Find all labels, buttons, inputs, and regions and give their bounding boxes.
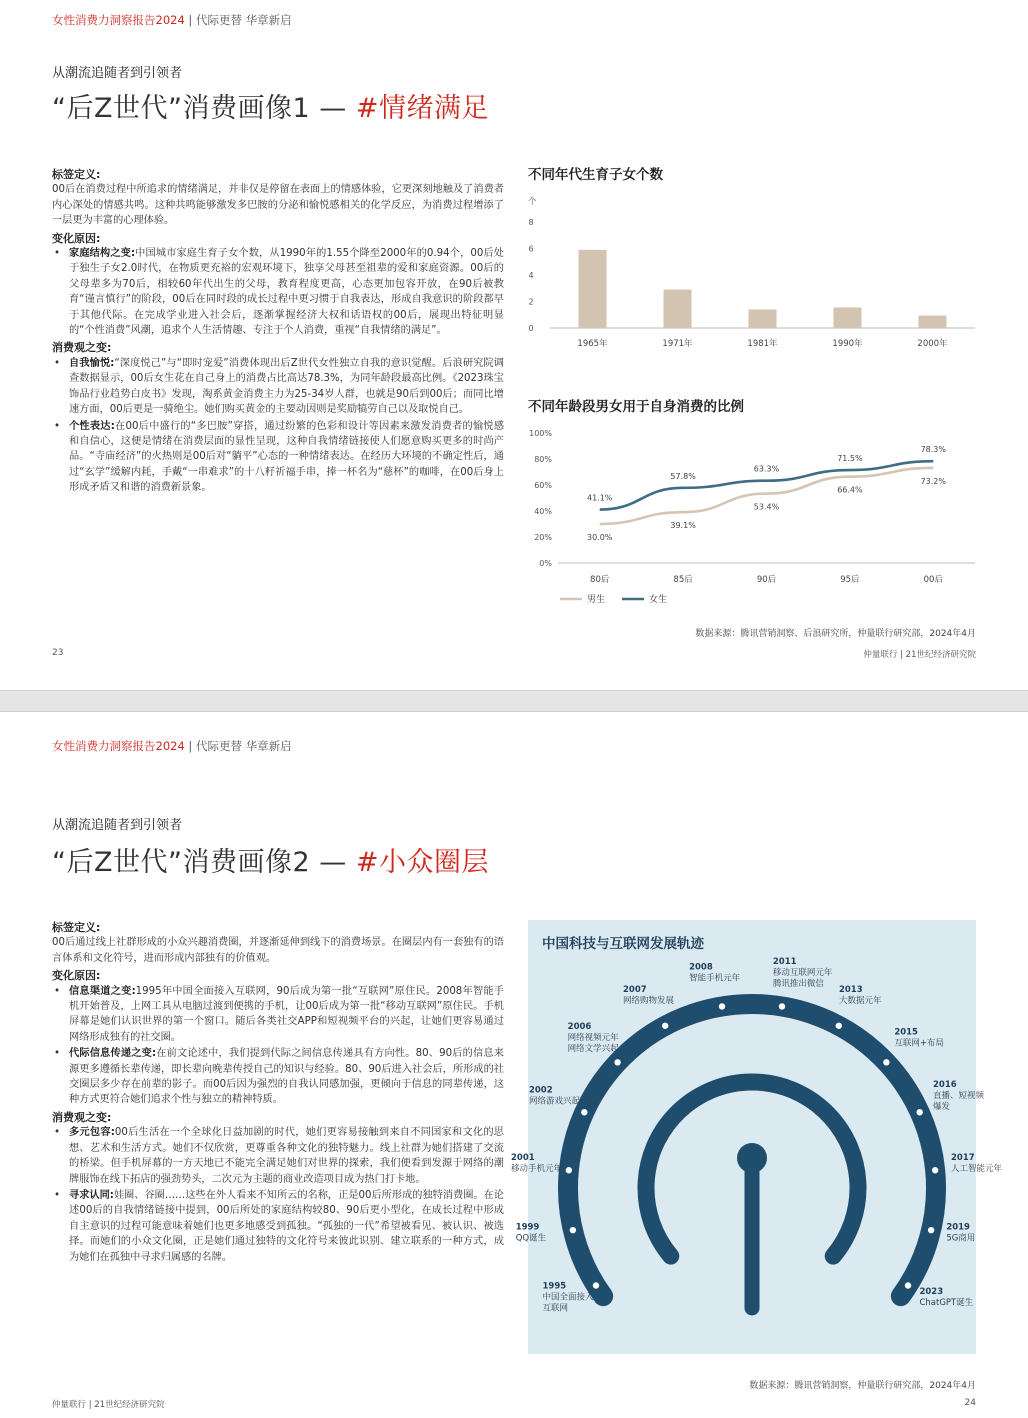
page-title-tag: #情绪满足 <box>355 93 489 124</box>
data-label: 66.4% <box>837 485 863 495</box>
timeline-event-label: 腾讯推出微信 <box>772 978 824 989</box>
x-tick-label: 1981年 <box>747 339 778 349</box>
values-list <box>52 1125 504 1265</box>
list-item-text: 中国城市家庭生育子女个数，从1990年的1.55个降至2000年的0.94个，00后处于独生子女2.0时代，在物质更充裕的宏观环境下，独享父母甚至祖辈的爱和家庭资源。00后的父母辈多为70后，相较60年代出生的父母，教育程度更高，心态更加包容开放，在90后被教育“谨言慎行”的阶段，00后在同时段的成长过程中更习惯于自我表达，形成自我意识的阶段都早于其他代际。在完成学业进入社会后，逐渐掌握经济大权和话语权的00后，展现出特征明显的“个性消费”风潮，追求个人生活情趣、专注于个人消费，重视“自我情绪的满足”。 <box>69 248 504 337</box>
timeline-event-label: 移动互联网元年 <box>772 967 833 978</box>
reasons-heading: 变化原因: <box>52 231 101 245</box>
report-header <box>52 12 292 28</box>
data-label: 53.4% <box>753 502 780 512</box>
timeline-year: 2007 <box>623 984 647 995</box>
line-chart <box>520 420 980 615</box>
data-source: 数据来源：腾讯营销洞察，仲量联行研究部，2024年4月 <box>749 1381 976 1391</box>
timeline-year: 2006 <box>567 1021 592 1032</box>
timeline-node <box>905 1282 911 1288</box>
x-tick-label: 85后 <box>673 575 693 585</box>
timeline-event-label: 互联网+布局 <box>894 1038 944 1049</box>
timeline-event-label: 网络购物发展 <box>623 995 675 1006</box>
page-title <box>52 86 489 125</box>
timeline-title: 中国科技与互联网发展轨迹 <box>542 936 704 952</box>
x-tick-label: 1971年 <box>662 339 693 349</box>
text-column <box>52 918 504 1266</box>
report-title: 女性消费力洞察报告2024 <box>52 13 185 27</box>
definition-text: 00后通过线上社群形成的小众兴趣消费圈，并逐渐延伸到线下的消费场景。在圈层内有一套独有的语言体系和文化符号，进而形成内部独有的价值观。 <box>52 937 504 964</box>
list-item <box>52 1125 504 1187</box>
y-tick-label: 20% <box>534 533 552 542</box>
y-tick-label: 6 <box>528 244 534 254</box>
y-tick-label: 60% <box>534 481 552 490</box>
timeline-event-label: 智能手机元年 <box>689 973 741 984</box>
y-tick-label: 2 <box>528 297 534 307</box>
timeline-node <box>570 1227 576 1233</box>
bar-chart-title: 不同年代生育子女个数 <box>528 167 663 183</box>
report-subtitle: 代际更替 华章新启 <box>195 739 292 753</box>
x-tick-label: 1990年 <box>832 339 863 349</box>
legend-label-male: 男生 <box>587 595 606 605</box>
timeline-event-label: 网络游戏兴起 <box>528 1096 580 1107</box>
list-item-text: 在前文论述中，我们提到代际之间信息传递具有方向性。80、90后的信息来源更多遵循长辈传递，即长辈向晚辈传授自己的知识与经验。80、90后进入社会后，所形成的社交圈层多少存在前辈的影子。而00后因为强烈的自我认同感加强，更倾向于信息的同辈传递，这种方式更符合她们追求个性与独立的精神特质。 <box>69 1048 504 1106</box>
timeline-node <box>916 1109 922 1115</box>
page-gap <box>0 690 1028 712</box>
timeline-event-label: 5G商用 <box>946 1233 976 1244</box>
timeline-year: 2001 <box>510 1152 535 1163</box>
page-title <box>52 840 489 879</box>
data-label: 73.2% <box>920 476 947 486</box>
list-item-text: 娃圈、谷圈……这些在外人看来不知所云的名称，正是00后所形成的独特消费圈。在论述00后的自我情绪链接中提到，00后所处的家庭结构较80、90后更小型化，在成长过程中形成自主意识的过程可能意味着她们也更多地感受到孤独。“孤独的一代”希望被看见、被认识、被选择。而她们的小众文化圈，正是她们通过独特的文化符号来彼此识别、建立联系的一种方式，成为她们在孤独中寻求归属感的名牌。 <box>69 1189 504 1263</box>
timeline-event-label: QQ诞生 <box>515 1233 547 1244</box>
data-label: 78.3% <box>920 445 947 455</box>
bar-chart <box>520 190 980 360</box>
bar <box>579 250 607 328</box>
timeline-event-label: 移动手机元年 <box>510 1163 563 1174</box>
list-item <box>52 1046 504 1108</box>
data-label: 41.1% <box>586 493 613 503</box>
text-column <box>52 165 504 497</box>
timeline-node <box>581 1109 587 1115</box>
page-title-tag: #小众圈层 <box>355 847 489 878</box>
timeline-node <box>779 1003 785 1009</box>
x-tick-label: 95后 <box>840 575 860 585</box>
report-subtitle: 代际更替 华章新启 <box>195 13 292 27</box>
y-tick-label: 0 <box>528 324 534 333</box>
y-tick-label: 0% <box>539 559 552 568</box>
report-header <box>52 738 292 754</box>
timeline-year: 1999 <box>515 1222 540 1233</box>
timeline-year: 2013 <box>838 984 863 995</box>
x-tick-label: 1965年 <box>577 339 608 349</box>
timeline-year: 2016 <box>933 1079 957 1090</box>
timeline-node <box>593 1282 599 1288</box>
timeline-node <box>614 1059 620 1065</box>
list-item-label: 信息渠道之变: <box>69 985 136 997</box>
list-item-text: “深度悦己”与“即时宠爱”消费体现出后Z世代女性独立自我的意识觉醒。后浪研究院调查数据显示，00后女生花在自己身上的消费占比高达78.3%，为同年龄段最高比例。《2023珠宝饰品行业趋势白皮书》发现，淘系黄金消费主力为25-34岁人群，也就是90后到00后；而同比增速方面，00后更是一骑绝尘。她们购买黄金的主要动因则是奖励犒劳自己以及取悦自己。 <box>69 357 504 416</box>
data-label: 30.0% <box>586 533 613 542</box>
bar <box>749 309 777 328</box>
reasons-list <box>52 984 504 1108</box>
timeline-event-label: 爆发 <box>933 1101 951 1112</box>
reasons-heading: 变化原因: <box>52 969 101 983</box>
list-item-label: 家庭结构之变: <box>69 248 136 260</box>
data-label: 71.5% <box>837 454 863 464</box>
page-title-main: “后Z世代”消费画像1 — <box>52 93 356 124</box>
y-tick-label: 8 <box>528 218 534 227</box>
x-tick-label: 90后 <box>756 575 777 585</box>
timeline-event-label: 网络文学兴起 <box>567 1043 619 1054</box>
definition-heading: 标签定义: <box>52 168 101 181</box>
line-chart-title: 不同年龄段男女用于自身消费的比例 <box>528 399 744 415</box>
values-list <box>52 356 504 496</box>
y-tick-label: 100% <box>529 429 552 438</box>
legend-label-female: 女生 <box>649 595 668 605</box>
timeline-node <box>719 1003 725 1009</box>
header-separator: | <box>188 13 193 27</box>
x-tick-label: 00后 <box>923 575 943 585</box>
list-item <box>52 246 504 338</box>
section-kicker: 从潮流追随者到引领者 <box>52 66 183 81</box>
list-item-label: 多元包容: <box>69 1127 115 1139</box>
report-title: 女性消费力洞察报告2024 <box>52 739 185 753</box>
timeline-year: 2008 <box>689 962 713 973</box>
timeline-node <box>662 1023 668 1029</box>
values-heading: 消费观之变: <box>52 341 112 355</box>
page-23 <box>0 0 1028 690</box>
list-item <box>52 419 504 496</box>
list-item <box>52 1188 504 1265</box>
list-item-text: 在00后中盛行的“多巴胺”穿搭，通过纷繁的色彩和设计等因素来激发消费者的愉悦感和自信心，这便是情绪在消费层面的显性呈现，这种自我情绪链接使人们愿意购买更多的时尚产品。“寺庙经济”的火热则是00后对“躺平”心态的一种情绪表达。在经历大环境的不确定性后，通过“玄学”缓解内耗，手戴“一串难求”的十八籽祈福手串，捧一杯名为“慈杯”的咖啡，在00后身上形成矛盾又和谐的消费新景象。 <box>69 420 505 494</box>
data-label: 39.1% <box>670 521 696 531</box>
definition-text: 00后在消费过程中所追求的情绪满足，并非仅是停留在表面上的情感体验，它更深刻地触及了消费者内心深处的情感共鸣。这种共鸣能够激发多巴胺的分泌和愉悦感相关的化学反应，为消费过程增添了一层更为丰富的心理体验。 <box>52 184 504 227</box>
list-item-label: 寻求认同: <box>69 1189 114 1201</box>
timeline-year: 2015 <box>894 1027 918 1038</box>
values-heading: 消费观之变: <box>52 1110 112 1124</box>
timeline-year: 2017 <box>951 1152 975 1163</box>
list-item-text: 00后生活在一个全球化日益加剧的时代，她们更容易接触到来自不同国家和文化的思想、艺术和生活方式。她们不仅欣赏，更尊重各种文化的独特魅力。线上社群为她们搭建了交流的桥梁。但手机屏幕的一方天地已不能完全满足她们对世界的探索，我们便看到发源于网络的潮牌服饰在线下拓店的强劲势头，二次元为主题的商业改造项目成为热门打卡地。 <box>69 1127 504 1185</box>
data-source: 数据来源：腾讯营销洞察、后浪研究所，仲量联行研究部，2024年4月 <box>695 629 976 639</box>
definition-heading: 标签定义: <box>52 921 101 934</box>
list-item-label: 个性表达: <box>69 420 115 432</box>
timeline-node <box>928 1227 934 1233</box>
timeline-diagram <box>510 920 1003 1354</box>
list-item-label: 自我愉悦: <box>69 357 115 369</box>
y-axis-unit: 个 <box>528 197 537 207</box>
page-title-main: “后Z世代”消费画像2 — <box>52 847 356 878</box>
section-kicker: 从潮流追随者到引领者 <box>52 818 183 833</box>
timeline-node <box>566 1167 572 1173</box>
header-separator: | <box>188 739 193 753</box>
y-tick-label: 4 <box>528 271 534 280</box>
timeline-node <box>836 1023 842 1029</box>
timeline-event-label: 人工智能元年 <box>951 1163 1003 1174</box>
timeline-node <box>883 1059 889 1065</box>
timeline-year: 2011 <box>772 956 797 967</box>
reasons-list <box>52 246 504 338</box>
timeline-event-label: ChatGPT诞生 <box>919 1297 974 1308</box>
y-tick-label: 80% <box>534 455 552 464</box>
timeline-year: 1995 <box>542 1281 567 1292</box>
page-number: 23 <box>52 648 64 658</box>
timeline-year: 2023 <box>919 1286 944 1297</box>
x-tick-label: 2000年 <box>917 339 948 349</box>
timeline-center-dot <box>737 1143 767 1173</box>
list-item-text: 1995年中国全面接入互联网，90后成为第一批“互联网”原住民。2008年智能手机开始普及，上网工具从电脑过渡到便携的手机，让00后成为第一批“移动互联网”原住民。手机屏幕是她们认识世界的第一个窗口。随后各类社交APP和短视频平台的兴起，让她们更容易通过网络形成独有的社交圈。 <box>69 985 504 1043</box>
page-number: 24 <box>964 1398 976 1408</box>
footer-brand: 仲量联行 | 21世纪经济研究院 <box>52 1400 165 1410</box>
timeline-event-label: 直播、短视频 <box>933 1090 985 1101</box>
timeline-event-label: 互联网 <box>542 1303 569 1314</box>
list-item <box>52 356 504 418</box>
timeline-panel <box>510 920 1003 1354</box>
timeline-year: 2019 <box>946 1222 970 1233</box>
data-label: 57.8% <box>670 471 696 481</box>
x-tick-label: 80后 <box>590 575 610 585</box>
timeline-event-label: 中国全面接入 <box>542 1292 594 1303</box>
bar <box>919 316 947 328</box>
bar <box>834 307 862 328</box>
page-24 <box>0 712 1028 1418</box>
timeline-event-label: 大数据元年 <box>838 995 882 1006</box>
y-tick-label: 40% <box>534 507 552 516</box>
list-item-label: 代际信息传递之变: <box>69 1048 157 1060</box>
timeline-event-label: 网络视频元年 <box>567 1032 619 1043</box>
timeline-year: 2002 <box>528 1085 553 1096</box>
timeline-node <box>932 1167 938 1173</box>
list-item <box>52 984 504 1046</box>
bar <box>664 290 692 328</box>
data-label: 63.3% <box>753 464 780 474</box>
footer-brand: 仲量联行 | 21世纪经济研究院 <box>863 650 976 660</box>
